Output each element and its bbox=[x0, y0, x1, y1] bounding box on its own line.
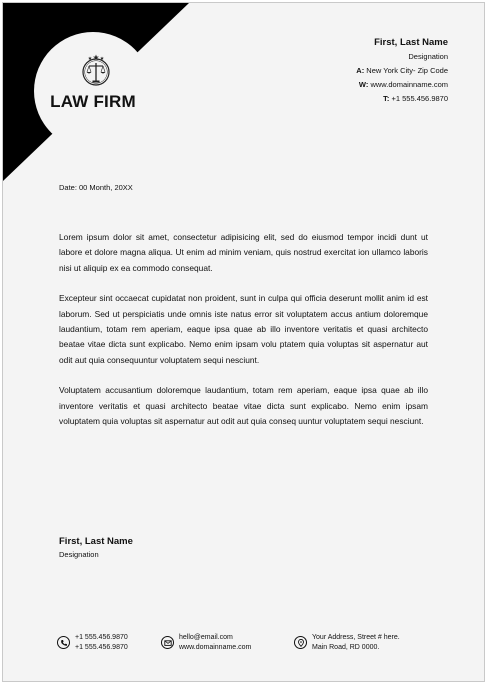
header-phone: T: +1 555.456.9870 bbox=[383, 94, 448, 103]
signature-designation: Designation bbox=[59, 550, 99, 559]
letter-body bbox=[59, 230, 428, 444]
location-pin-icon bbox=[294, 636, 307, 649]
header-address: A: New York City- Zip Code bbox=[356, 66, 448, 75]
footer-phone-line: +1 555.456.9870 bbox=[75, 644, 128, 651]
letter-date: Date: 00 Month, 20XX bbox=[59, 183, 133, 192]
header-website: W: www.domainname.com bbox=[358, 80, 448, 89]
scales-of-justice-icon bbox=[76, 51, 116, 91]
footer-email-address: hello@email.com bbox=[179, 634, 233, 641]
signature-name: First, Last Name bbox=[59, 536, 133, 547]
signature-block bbox=[59, 536, 133, 559]
footer-phone-line: +1 555.456.9870 bbox=[75, 634, 128, 641]
body-paragraph: Voluptatem accusantium doloremque laudantium, totam rem aperiam, eaque ipsa quae ab illo inventore veritatis et quasi architecto beatae vitae dicta sunt explicabo. Nemo enim ipsam voluptatem quia voluptas sit aspernatur aut odit aut quia conseq uuntur voluptatem sequi nesciunt. bbox=[59, 385, 428, 427]
logo-circle bbox=[34, 32, 152, 150]
firm-name: LAW FIRM bbox=[50, 92, 136, 111]
header-name: First, Last Name bbox=[374, 37, 448, 48]
letterhead-page bbox=[2, 2, 485, 682]
phone-icon bbox=[57, 636, 70, 649]
header-designation: Designation bbox=[408, 52, 448, 61]
footer-address-line: Main Road, RD 0000. bbox=[312, 644, 380, 651]
body-paragraph: Excepteur sint occaecat cupidatat non proident, sunt in culpa qui officia deserunt mollit anim id est laborum. Sed ut perspiciatis unde omnis iste natus error sit voluptatem accus antium doloremque laudantium, totam rem aperiam, eaque ipsa quae ab illo inventore veritatis et quasi architecto beatae vitae dicta sunt explicabo. Nemo enim ipsam volu ptatem quia voluptas sit aspernatur aut odit aut quia consequuntur voluptatem sequi nesciunt. bbox=[59, 293, 428, 365]
footer-website: www.domainname.com bbox=[179, 644, 252, 651]
body-paragraph: Lorem ipsum dolor sit amet, consectetur adipisicing elit, sed do eiusmod tempor incidi dunt ut labore et dolore magna aliqua. Ut enim ad minim veniam, quis nostrud exercitat ion ullamco laboris nisi ut aliquip ex ea commodo consequat. bbox=[59, 232, 428, 273]
header-contact-block bbox=[356, 36, 448, 106]
email-icon bbox=[161, 636, 174, 649]
footer-address-line: Your Address, Street # here. bbox=[312, 634, 400, 641]
